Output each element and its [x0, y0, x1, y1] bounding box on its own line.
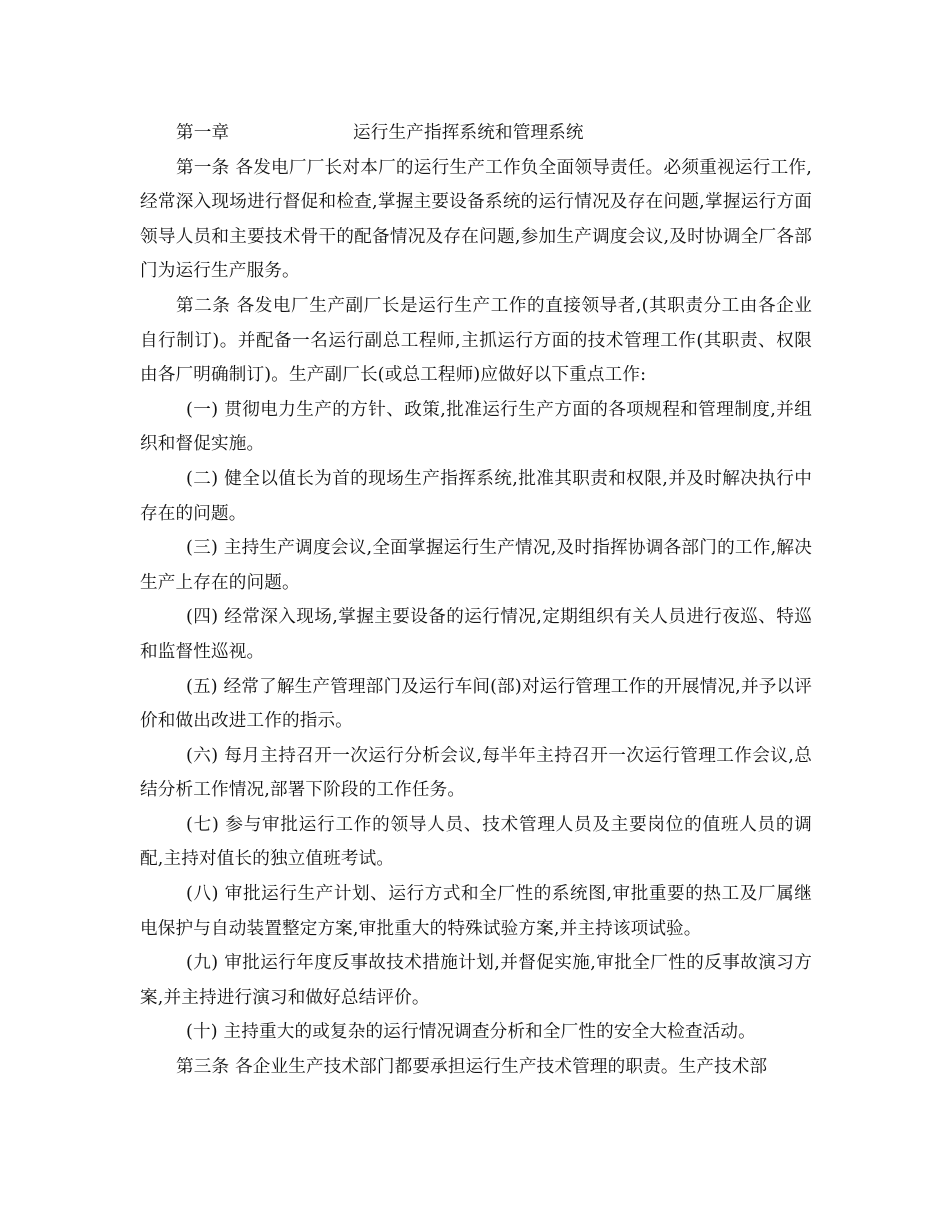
item-9: (九) 审批运行年度反事故技术措施计划,并督促实施,审批全厂性的反事故演习方案,并主持进行演习和做好总结评价。	[140, 953, 812, 1008]
item-3: (三) 主持生产调度会议,全面掌握运行生产情况,及时指挥协调各部门的工作,解决生产上存在的问题。	[140, 538, 812, 593]
chapter-number: 第一章	[176, 123, 230, 143]
item-4: (四) 经常深入现场,掌握主要设备的运行情况,定期组织有关人员进行夜巡、特巡和监督性巡视。	[140, 607, 812, 662]
item-7: (七) 参与审批运行工作的领导人员、技术管理人员及主要岗位的值班人员的调配,主持对值长的独立值班考试。	[140, 814, 812, 870]
article-3: 第三条 各企业生产技术部门都要承担运行生产技术管理的职责。生产技术部	[176, 1057, 768, 1078]
chapter-title: 运行生产指挥系统和管理系统	[353, 123, 584, 143]
item-10: (十) 主持重大的或复杂的运行情况调查分析和全厂性的安全大检查活动。	[186, 1022, 756, 1043]
article-2: 第二条 各发电厂生产副厂长是运行生产工作的直接领导者,(其职责分工由各企业自行制订)。并配备一名运行副总工程师,主抓运行方面的技术管理工作(其职责、权限由各厂明确制订)。生产副厂长(或总工程师)应做好以下重点工作:	[140, 295, 812, 386]
document-body	[140, 116, 812, 1085]
item-1: (一) 贯彻电力生产的方针、政策,批准运行生产方面的各项规程和管理制度,并组织和督促实施。	[140, 399, 812, 455]
item-2: (二) 健全以值长为首的现场生产指挥系统,批准其职责和权限,并及时解决执行中存在的问题。	[140, 468, 812, 524]
item-5: (五) 经常了解生产管理部门及运行车间(部)对运行管理工作的开展情况,并予以评价和做出改进工作的指示。	[140, 676, 812, 732]
item-6: (六) 每月主持召开一次运行分析会议,每半年主持召开一次运行管理工作会议,总结分析工作情况,部署下阶段的工作任务。	[140, 745, 812, 801]
article-1: 第一条 各发电厂厂长对本厂的运行生产工作负全面领导责任。必须重视运行工作,经常深入现场进行督促和检查,掌握主要设备系统的运行情况及存在问题,掌握运行方面领导人员和主要技术骨干的配备情况及存在问题,参加生产调度会议,及时协调全厂各部门为运行生产服务。	[140, 157, 812, 282]
chapter-heading	[140, 116, 812, 151]
item-8: (八) 审批运行生产计划、运行方式和全厂性的系统图,审批重要的热工及厂属继电保护与自动装置整定方案,审批重大的特殊试验方案,并主持该项试验。	[140, 884, 812, 939]
